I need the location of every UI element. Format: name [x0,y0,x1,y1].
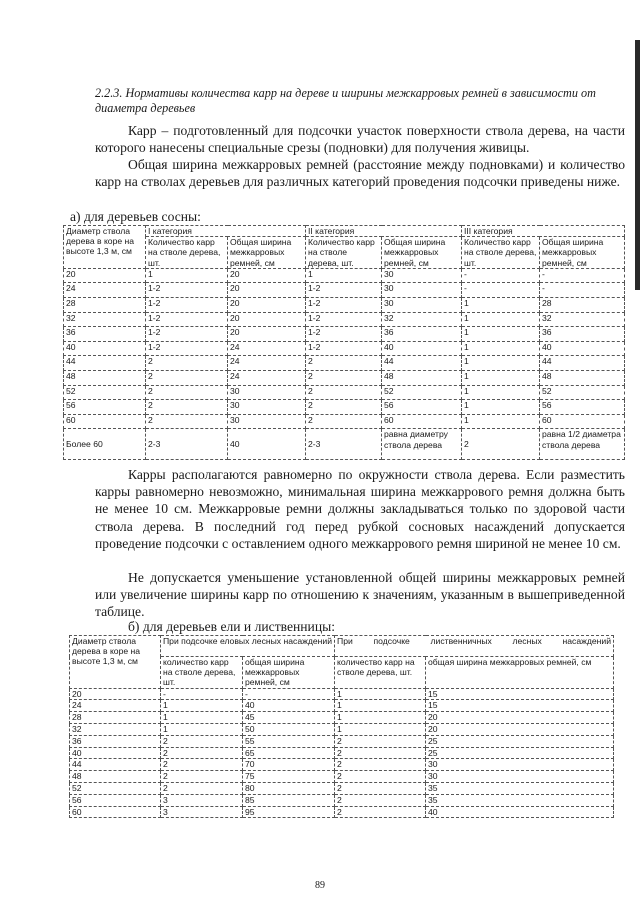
table-row [64,327,625,342]
table-cell: 1 [335,724,426,736]
table-cell: 30 [228,414,306,429]
header-category-3: III категория [462,226,625,237]
table-cell: 1 [306,268,382,283]
header-larch: При подсочке лиственничных лесных насаждений [335,636,614,657]
table-cell: 1-2 [146,283,228,298]
table-cell: 15 [426,700,614,712]
table-cell: 28 [64,298,146,313]
table-cell: 56 [64,400,146,415]
table-cell: 25 [426,747,614,759]
table-row [64,312,625,327]
table-cell: 1-2 [146,312,228,327]
table-cell: 20 [228,312,306,327]
table-cell: 25 [426,735,614,747]
table-cell: 60 [64,414,146,429]
table-row [70,747,614,759]
subheader-width-larch: общая ширина межкарровых ремней, см [426,657,614,689]
table-pine-body [64,268,625,460]
table-row [70,806,614,818]
table-cell: 1 [462,414,540,429]
table-cell: 36 [382,327,462,342]
table-cell: 2 [306,370,382,385]
paragraph-text: Общая ширина межкарровых ремней (расстояние между подновками) и количество карр на стволах деревьев для различных категорий проведения подсочки приведены ниже. [95,157,625,190]
table-cell: 30 [382,268,462,283]
table-cell: 1-2 [306,283,382,298]
table-cell: 52 [540,385,625,400]
col-header-diameter: Диаметр ствола дерева в коре на высоте 1,3 м, см [70,636,161,689]
table-cell: 1 [462,400,540,415]
table-cell: 2 [335,771,426,783]
table-cell: 32 [64,312,146,327]
table-cell: 2 [335,747,426,759]
table-cell: 1-2 [306,327,382,342]
table-cell: - [462,268,540,283]
table-cell: 2 [306,414,382,429]
table-spruce-larch-body [70,688,614,818]
table-cell: 44 [540,356,625,371]
table-cell: 32 [540,312,625,327]
table-cell: 32 [382,312,462,327]
table-cell: 2 [335,735,426,747]
table-row [64,268,625,283]
table-cell: 48 [70,771,161,783]
paragraph-karr-placement [95,466,625,552]
paragraph-intro-table [95,156,625,190]
table-cell: 28 [70,712,161,724]
table-cell: 2 [161,735,243,747]
table-cell: 50 [243,724,335,736]
table-cell: 1 [335,712,426,724]
table-cell: 44 [382,356,462,371]
table-cell: 40 [243,700,335,712]
table-cell: 36 [540,327,625,342]
table-cell: 75 [243,771,335,783]
table-cell: 30 [382,298,462,313]
subheader-count: Количество карр на стволе дерева, шт. [462,237,540,269]
table-cell: 1-2 [146,341,228,356]
table-cell: - [161,688,243,700]
table-cell: 40 [70,747,161,759]
table-cell: 1 [462,370,540,385]
table-cell: - [540,268,625,283]
table-cell: 40 [64,341,146,356]
table-cell: 60 [540,414,625,429]
table-cell: 1 [161,700,243,712]
table-cell: 24 [228,356,306,371]
table-row [70,700,614,712]
subheader-width: Общая ширина межкарровых ремней, см [540,237,625,269]
table-cell: 2 [161,771,243,783]
table-cell: 56 [382,400,462,415]
subheader-width: Общая ширина межкарровых ремней, см [382,237,462,269]
table-cell: 2 [161,747,243,759]
table-cell: 32 [70,724,161,736]
table-row [70,735,614,747]
table-cell: 65 [243,747,335,759]
table-cell: 2 [161,759,243,771]
table-cell: 30 [382,283,462,298]
table-cell: 48 [64,370,146,385]
paragraph-karr-definition [95,122,625,156]
table-cell: 1-2 [306,312,382,327]
subheader-width-spruce: общая ширина межкарровых ремней, см [243,657,335,689]
table-cell: 1 [462,327,540,342]
subheader-count: Количество карр на стволе дерева, шт. [306,237,382,269]
table-cell: 20 [228,327,306,342]
table-cell: 1 [335,700,426,712]
paragraph-text: Карры располагаются равномерно по окружности ствола дерева. Если разместить карры равномерно невозможно, минимальная ширина межкаррового ремня должна быть не менее 10 см. Межкарровые ремни должны закладываться только по здоровой части ствола дерева. В последний год перед рубкой сосновых насаждений допускается проведение подсочки с оставлением одного межкаррового ремня шириной не менее 10 см. [95,467,625,551]
table-cell: равна диаметру ствола дерева [382,429,462,460]
table-cell: 1 [462,298,540,313]
table-row [70,771,614,783]
page-number: 89 [315,880,325,891]
table-cell: 15 [426,688,614,700]
table-cell: 44 [70,759,161,771]
table-cell: 1 [335,688,426,700]
table-spruce-larch [69,635,614,818]
table-cell: 85 [243,794,335,806]
table-cell: 1 [161,712,243,724]
table-cell: равна 1/2 диаметра ствола дерева [540,429,625,460]
header-category-1: I категория [146,226,306,237]
table-cell: 55 [243,735,335,747]
table-cell: 95 [243,806,335,818]
header-category-2: II категория [306,226,462,237]
table-cell: 3 [161,794,243,806]
table-cell: 56 [540,400,625,415]
table-cell: 1-2 [306,298,382,313]
table-cell: 52 [70,782,161,794]
table-cell: 40 [382,341,462,356]
subheader-width: Общая ширина межкарровых ремней, см [228,237,306,269]
table-row [64,356,625,371]
table-cell: 20 [64,268,146,283]
table-row [64,429,625,460]
table-pine [63,225,625,460]
table-cell: 60 [70,806,161,818]
table-cell: 1 [161,724,243,736]
header-spruce: При подсочке еловых лесных насаждений [161,636,335,657]
table-cell: 2 [335,782,426,794]
table-row [70,712,614,724]
table-cell: 20 [228,298,306,313]
table-cell: 48 [382,370,462,385]
subheader-count: Количество карр на стволе дерева, шт. [146,237,228,269]
table-cell: 20 [70,688,161,700]
table-cell: 1 [146,268,228,283]
table-cell: 60 [382,414,462,429]
table-cell: 48 [540,370,625,385]
subheader-count-spruce: количество карр на стволе дерева, шт. [161,657,243,689]
table-cell: 20 [228,268,306,283]
section-heading: 2.2.3. Нормативы количества карр на дереве и ширины межкарровых ремней в зависимости от диаметра деревьев [95,86,596,115]
table-cell: Более 60 [64,429,146,460]
table-row [70,688,614,700]
table-row [64,283,625,298]
paragraph-text: Не допускается уменьшение установленной общей ширины межкарровых ремней или увеличение ширины карр по отношению к значениям, указанным в вышеприведенной таблице. [95,570,625,620]
table-cell: 2 [335,806,426,818]
table-row [70,794,614,806]
col-header-diameter: Диаметр ствола дерева в коре на высоте 1,3 м, см [64,226,146,269]
table-cell: 2 [146,414,228,429]
table-cell: 1 [462,385,540,400]
caption-table-pine: а) для деревьев сосны: [70,209,201,224]
table-cell: 2 [146,385,228,400]
table-cell: 2-3 [146,429,228,460]
table-cell: 70 [243,759,335,771]
table-cell: 1-2 [306,341,382,356]
table-cell: 2 [306,356,382,371]
table-cell: 2 [306,385,382,400]
table-cell: 2-3 [306,429,382,460]
table-cell: 30 [426,771,614,783]
table-row [70,759,614,771]
table-cell: 20 [426,724,614,736]
table-cell: 24 [70,700,161,712]
table-cell: 45 [243,712,335,724]
table-cell: 35 [426,794,614,806]
table-cell: 52 [382,385,462,400]
table-cell: 20 [228,283,306,298]
table-row [64,414,625,429]
table-cell: 2 [146,370,228,385]
table-cell: - [462,283,540,298]
paragraph-restrictions [95,569,625,621]
paragraph-text: Карр – подготовленный для подсочки участок поверхности ствола дерева, на части которого нанесены специальные срезы (подновки) для получения живицы. [95,123,625,156]
table-cell: 24 [228,341,306,356]
table-cell: 1-2 [146,327,228,342]
table-cell: 20 [426,712,614,724]
table-cell: 2 [306,400,382,415]
table-cell: 2 [335,794,426,806]
table-cell: 40 [228,429,306,460]
table-row [70,724,614,736]
table-cell: 44 [64,356,146,371]
table-row [64,298,625,313]
table-cell: 3 [161,806,243,818]
table-row [64,385,625,400]
table-cell: 2 [335,759,426,771]
table-cell: 24 [228,370,306,385]
table-row [64,341,625,356]
table-cell: 2 [146,356,228,371]
table-cell: 52 [64,385,146,400]
table-cell: 1 [462,341,540,356]
table-cell: 40 [540,341,625,356]
table-cell: 2 [161,782,243,794]
table-cell: 56 [70,794,161,806]
table-cell: 36 [70,735,161,747]
subheader-count-larch: количество карр на стволе дерева, шт. [335,657,426,689]
table-cell: 1 [462,312,540,327]
table-cell: 35 [426,782,614,794]
table-cell: 36 [64,327,146,342]
table-cell: 2 [462,429,540,460]
table-cell: 28 [540,298,625,313]
caption-table-spruce-larch: б) для деревьев ели и лиственницы: [128,619,336,634]
table-cell: - [540,283,625,298]
table-cell: 30 [228,385,306,400]
table-cell: 24 [64,283,146,298]
table-row [64,400,625,415]
table-cell: 2 [146,400,228,415]
table-row [70,782,614,794]
table-row [64,370,625,385]
table-cell: 1-2 [146,298,228,313]
table-cell: - [243,688,335,700]
table-cell: 40 [426,806,614,818]
table-cell: 1 [462,356,540,371]
table-cell: 80 [243,782,335,794]
table-cell: 30 [228,400,306,415]
page-edge-scan-artifact [635,40,640,290]
table-cell: 30 [426,759,614,771]
